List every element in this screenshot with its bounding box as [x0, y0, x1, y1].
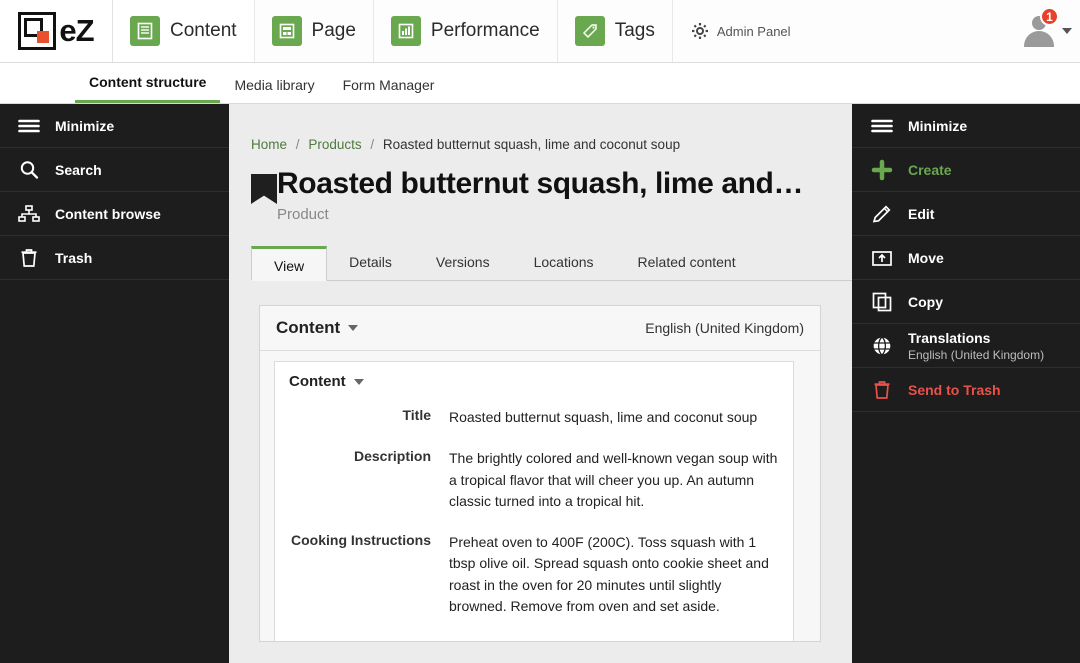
subnav-item-form-manager[interactable]: Form Manager [342, 77, 435, 93]
content-fields-header [275, 362, 793, 401]
tags-icon [575, 16, 605, 46]
tab-view[interactable]: View [251, 246, 327, 281]
breadcrumb-products[interactable]: Products [308, 137, 362, 152]
sidebar-item-content-browse-label: Content browse [55, 205, 161, 222]
breadcrumb-current: Roasted butternut squash, lime and coconut soup [382, 137, 681, 152]
sidebar-item-minimize-label: Minimize [55, 117, 115, 134]
logo-text: eZ [59, 13, 94, 48]
action-edit-label: Edit [908, 205, 935, 222]
nav-tab-performance[interactable] [374, 0, 558, 62]
top-navigation-bar [0, 0, 1080, 63]
subnav-item-content-structure[interactable]: Content structure [75, 74, 220, 103]
field-title-label: Title [402, 407, 431, 423]
sidebar-item-minimize[interactable] [0, 104, 229, 148]
action-send-to-trash[interactable] [852, 368, 1080, 412]
magnifier-icon [18, 160, 40, 180]
globe-icon [870, 335, 894, 357]
breadcrumb-separator-2: / [370, 137, 375, 152]
admin-panel-label: Admin Panel [716, 23, 791, 39]
trash-icon [18, 248, 40, 268]
page-icon [272, 16, 302, 46]
tab-related-content[interactable]: Related content [637, 254, 736, 270]
nav-tab-performance-label: Performance [430, 20, 540, 41]
action-copy[interactable] [852, 280, 1080, 324]
gear-icon [691, 22, 709, 40]
hamburger-icon [870, 118, 894, 134]
field-cooking-instructions-label: Cooking Instructions [291, 532, 431, 549]
content-panel-title: Content [276, 318, 341, 337]
breadcrumb-separator-1: / [295, 137, 300, 152]
action-minimize[interactable] [852, 104, 1080, 148]
main-content-area [229, 104, 852, 663]
content-fields-title: Content [289, 373, 346, 390]
sidebar-item-content-browse[interactable] [0, 192, 229, 236]
action-translations-label: Translations [908, 329, 991, 346]
subnav-item-media-library[interactable]: Media library [234, 77, 315, 93]
nav-tab-content-label: Content [170, 20, 237, 41]
copy-icon [870, 291, 894, 313]
field-cooking-instructions-value: Preheat oven to 400F (200C). Toss squash with 1 tbsp olive oil. Spread squash onto cookie sheet and roast in the oven for 20 minutes until slightly browned. Remove from oven and set aside. [449, 534, 769, 614]
content-icon [130, 16, 160, 46]
field-description [275, 442, 793, 526]
action-move-label: Move [908, 249, 944, 266]
nav-tab-tags-label: Tags [614, 20, 655, 41]
nav-tab-page[interactable] [255, 0, 374, 62]
action-edit[interactable] [852, 192, 1080, 236]
action-create[interactable] [852, 148, 1080, 192]
move-icon [870, 248, 894, 268]
page-title-row [229, 152, 852, 204]
logo-mark-icon [18, 12, 56, 50]
content-panel-header [260, 306, 820, 351]
breadcrumb-home[interactable]: Home [251, 137, 288, 152]
content-panel [259, 305, 821, 642]
nav-tab-content[interactable] [113, 0, 255, 62]
trash-icon [870, 380, 894, 400]
nav-tab-tags[interactable] [558, 0, 673, 62]
field-description-value: The brightly colored and well-known vegan soup with a tropical flavor that will cheer you up. An autumn classic turned into a tropical hit. [449, 450, 778, 509]
sitemap-icon [18, 205, 40, 223]
page-subtitle: Product [277, 206, 329, 223]
bookmark-icon [251, 174, 277, 204]
field-cooking-instructions [275, 526, 793, 631]
left-sidebar [0, 104, 229, 663]
breadcrumb [229, 104, 852, 152]
action-send-to-trash-label: Send to Trash [908, 381, 1001, 398]
field-title [275, 401, 793, 442]
content-tabs [251, 245, 852, 281]
content-language-label: English (United Kingdom) [645, 320, 804, 336]
ez-logo[interactable] [0, 0, 113, 62]
plus-icon [870, 159, 894, 181]
admin-panel-link[interactable] [673, 0, 809, 62]
action-move[interactable] [852, 236, 1080, 280]
sidebar-item-search-label: Search [55, 161, 102, 178]
performance-icon [391, 16, 421, 46]
hamburger-icon [18, 118, 40, 134]
field-title-value: Roasted butternut squash, lime and coconut soup [449, 409, 758, 425]
chevron-down-icon[interactable] [1062, 28, 1072, 34]
nav-tab-page-label: Page [311, 20, 356, 41]
tab-details[interactable]: Details [349, 254, 392, 270]
field-description-label: Description [353, 448, 431, 465]
chevron-down-icon[interactable] [348, 325, 358, 331]
right-sidebar [852, 104, 1080, 663]
action-translations[interactable] [852, 324, 1080, 368]
secondary-navigation [0, 63, 1080, 104]
sidebar-item-trash[interactable] [0, 236, 229, 280]
avatar[interactable] [1022, 9, 1056, 48]
action-copy-label: Copy [908, 293, 943, 310]
action-create-label: Create [908, 161, 952, 178]
user-menu[interactable] [1022, 0, 1072, 62]
tab-locations[interactable]: Locations [533, 254, 594, 270]
pencil-icon [870, 203, 894, 225]
notification-badge: 1 [1040, 7, 1059, 26]
action-minimize-label: Minimize [908, 117, 968, 134]
page-title: Roasted butternut squash, lime and… [277, 167, 804, 200]
content-fields-panel [274, 361, 794, 641]
tab-versions[interactable]: Versions [435, 254, 490, 270]
sidebar-item-search[interactable] [0, 148, 229, 192]
chevron-down-icon[interactable] [354, 379, 364, 385]
sidebar-item-trash-label: Trash [55, 249, 93, 266]
action-translations-sublabel: English (United Kingdom) [908, 347, 1045, 362]
